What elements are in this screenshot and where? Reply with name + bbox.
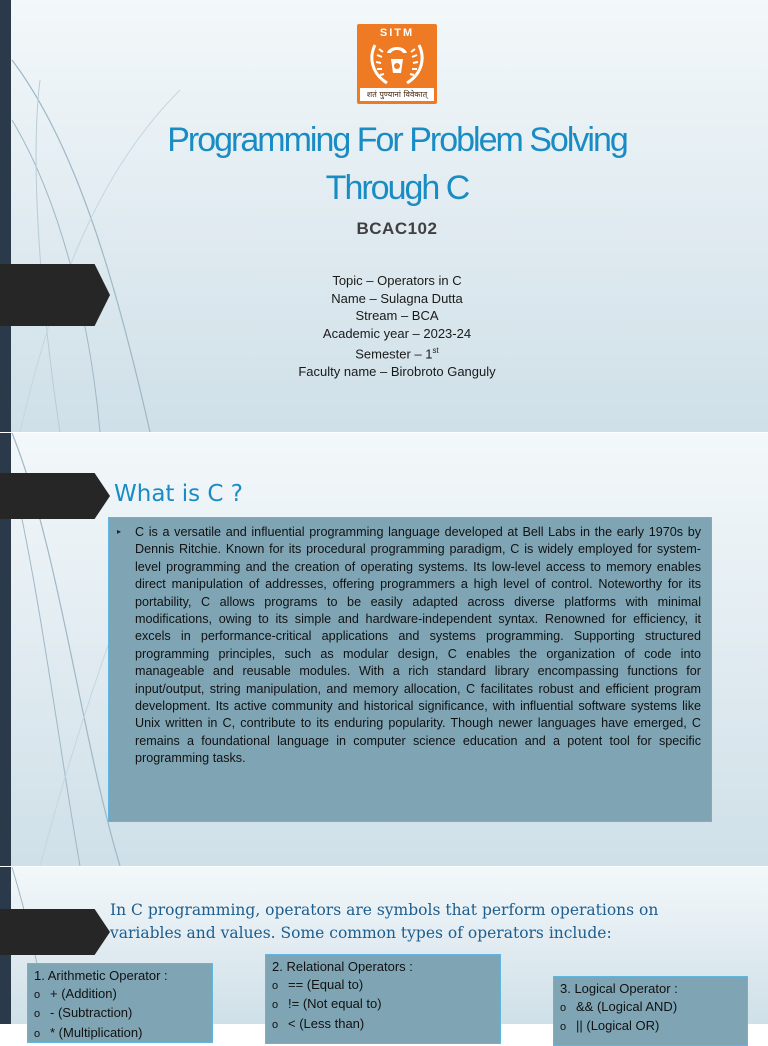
list-item: o < (Less than) xyxy=(272,1015,494,1035)
list-marker: o xyxy=(272,999,279,1011)
decorative-swoosh-lines xyxy=(0,0,200,432)
info-stream: Stream – BCA xyxy=(355,308,439,323)
list-marker: o xyxy=(560,1001,567,1014)
list-marker: o xyxy=(272,979,279,992)
list-item: o != (Not equal to) xyxy=(272,995,494,1015)
semester-superscript: st xyxy=(432,346,439,355)
c-description-box xyxy=(108,517,712,822)
list-marker: o xyxy=(34,988,41,1001)
operators-slide xyxy=(0,867,768,1040)
info-semester xyxy=(200,342,594,363)
pointer-shape xyxy=(0,473,110,519)
logo-motto: शतं पुण्यानां विवेकात् xyxy=(360,88,434,101)
info-academic-year: Academic year – 2023-24 xyxy=(322,325,472,341)
list-item: o || (Logical OR) xyxy=(560,1017,741,1037)
title-slide xyxy=(0,0,768,432)
list-marker: o xyxy=(34,1027,41,1040)
list-marker: o xyxy=(560,1021,567,1033)
what-is-c-slide xyxy=(0,433,768,866)
course-code: BCAC102 xyxy=(356,219,438,238)
list-marker: o xyxy=(34,1008,41,1020)
slide-heading: What is C ? xyxy=(114,481,244,507)
list-item: o * (Multiplication) xyxy=(34,1024,206,1044)
info-faculty: Faculty name – Birobroto Ganguly xyxy=(298,363,496,379)
relational-operators-box xyxy=(265,954,501,1044)
left-accent-bar xyxy=(0,0,11,432)
logical-operators-box xyxy=(553,976,748,1046)
title-line-2: Through C xyxy=(325,169,469,207)
c-description-text: C is a versatile and influential programming language developed at Bell Labs in the early 1970s by Dennis Ritchie. Known for its procedural programming paradigm, C is widely employed for system-level programming and the creation of operating systems. Its low-level access to memory enables direct manipulation of addresses, offering programmers a high level of control. Noteworthy for its portability, C allows programs to be easily adapted across diverse platforms with minimal modifications, owing to its simple and hardware-independent syntax. Renowned for efficiency, it excels in performance-critical applications and systems programming. Supporting structured programming principles, such as modular design, C enables the organization of code into manageable and reusable modules. With a rich standard library encompassing functions for input/output, string manipulation, and memory allocation, C facilitates robust and efficient program development. Its active community and historical significance, with influential software systems like Unix written in C, contribute to its enduring popularity. Though newer languages have emerged, C remains a foundational language in computer science education and a potent tool for specific programming tasks. xyxy=(135,525,701,766)
presentation-title xyxy=(110,116,684,212)
box-title: 2. Relational Operators : xyxy=(272,959,413,974)
presentation-info xyxy=(200,272,594,380)
pointer-shape xyxy=(0,909,110,955)
sitm-emblem-icon xyxy=(365,39,429,89)
box-title: 1. Arithmetic Operator : xyxy=(34,968,168,983)
list-item: o - (Subtraction) xyxy=(34,1004,206,1024)
list-item: o + (Addition) xyxy=(34,985,206,1005)
box-title: 3. Logical Operator : xyxy=(560,981,678,996)
semester-text: Semester – 1 xyxy=(355,346,433,362)
pointer-shape xyxy=(0,264,110,326)
list-item: o && (Logical AND) xyxy=(560,998,741,1018)
bullet-icon: ▸ xyxy=(117,527,122,536)
operators-intro: In C programming, operators are symbols that perform operations on variables and values. Some common types of operators include: xyxy=(110,901,659,942)
info-name: Name – Sulagna Dutta xyxy=(331,290,463,306)
info-topic: Topic – Operators in C xyxy=(332,273,462,288)
sitm-logo xyxy=(357,24,437,104)
logo-text: SITM xyxy=(379,27,415,39)
list-item: o == (Equal to) xyxy=(272,976,494,996)
title-line-1: Programming For Problem Solving xyxy=(167,121,627,159)
arithmetic-operators-box xyxy=(27,963,213,1043)
list-marker: o xyxy=(272,1018,279,1031)
